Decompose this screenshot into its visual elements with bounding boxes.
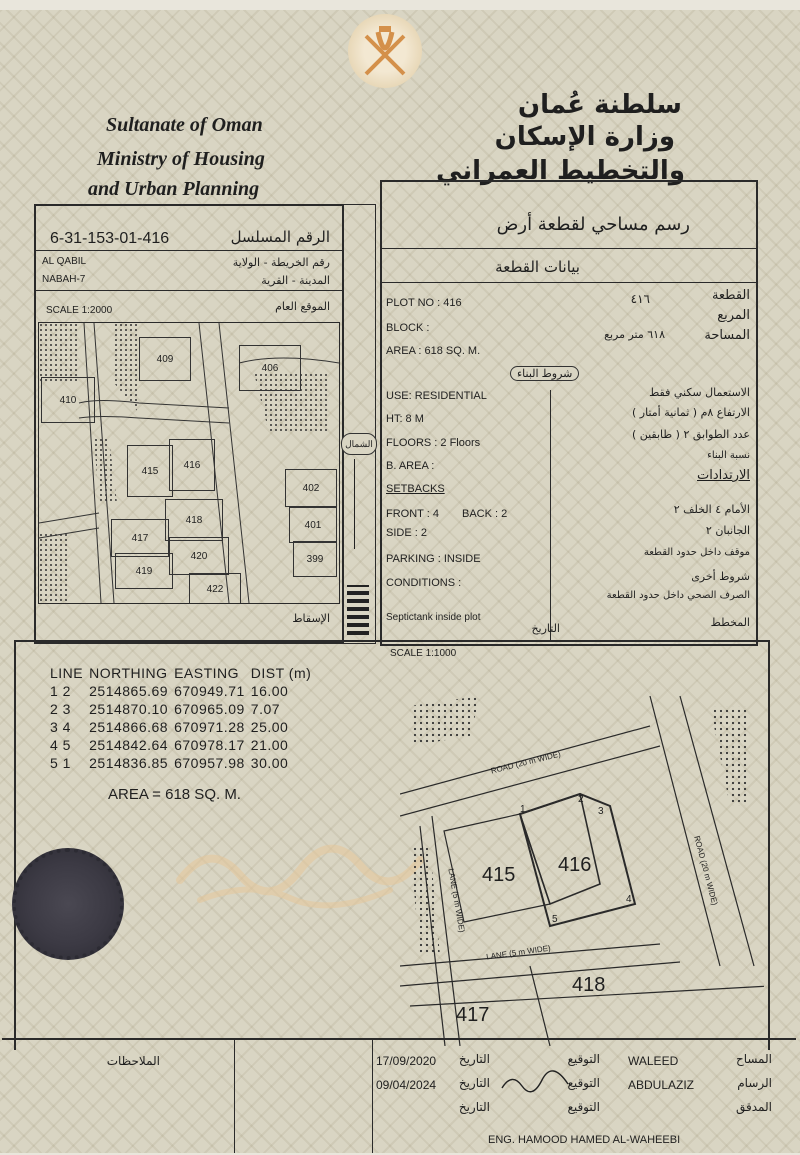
cell: 1 2: [50, 683, 71, 699]
height: HT: 8 M: [386, 413, 424, 425]
cell: 2514870.10: [89, 701, 169, 717]
cell: 670957.98: [174, 755, 245, 771]
cell: 670971.28: [174, 719, 245, 735]
rule: [550, 390, 551, 640]
cell: 2514836.85: [89, 755, 169, 771]
floors: FLOORS : 2 Floors: [386, 437, 481, 449]
calligraphy-watermark: [170, 820, 430, 910]
plot-no-value-ar: ٤١٦: [630, 292, 650, 306]
vertex-4: 4: [626, 894, 632, 905]
village-value: NABAH-7: [42, 274, 86, 285]
conditions-header: شروط البناء: [510, 366, 579, 381]
cell: 5 1: [50, 755, 71, 771]
cell: 670949.71: [174, 683, 245, 699]
header-en-line1: Sultanate of Oman: [106, 114, 263, 136]
footer-role-2: الرسام: [737, 1076, 772, 1090]
conditions-ar: شروط أخرى: [691, 570, 750, 583]
rule: [380, 248, 756, 249]
site-lot: 402: [285, 469, 337, 507]
total-area: AREA = 618 SQ. M.: [108, 786, 241, 803]
lane-left-label: LANE (5 m WIDE): [446, 867, 467, 934]
footer-sig-label-1: التوقيع: [567, 1052, 600, 1066]
back-setback: BACK : 2: [462, 508, 508, 520]
detail-plan: [400, 666, 764, 1046]
height-ar: الارتفاع ٨م ( ثمانية أمتار ): [632, 406, 750, 419]
col-header: LINE: [50, 665, 84, 681]
front-setback: FRONT : 4: [386, 508, 439, 520]
vertex-5: 5: [552, 914, 558, 925]
rule: [234, 1040, 235, 1153]
vertex-1: 1: [520, 804, 526, 815]
scale-bar-icon: [347, 585, 369, 635]
use-ar: الاستعمال سكني فقط: [649, 386, 750, 399]
footer-role-1: المساح: [735, 1052, 772, 1066]
rule: [380, 282, 756, 283]
building-area: B. AREA :: [386, 460, 435, 472]
setbacks: SETBACKS: [386, 483, 445, 495]
official-stamp-icon: [12, 848, 124, 960]
plot-data-header: بيانات القطعة: [495, 258, 580, 276]
side-setback: SIDE : 2: [386, 527, 427, 539]
site-lot: 409: [139, 337, 191, 381]
cell: 2 3: [50, 701, 71, 717]
site-lot: 416: [169, 439, 215, 491]
vertex-3: 3: [598, 806, 604, 817]
wilayat-value: AL QABIL: [42, 256, 87, 267]
site-lot: 417: [111, 519, 169, 557]
general-site-label: الموقع العام: [275, 300, 330, 313]
plot-no-label-ar: القطعة: [711, 288, 750, 303]
projection-label: الإسقاط: [292, 612, 330, 625]
document-title: رسم مساحي لقطعة أرض: [496, 214, 690, 235]
rule: [34, 290, 342, 291]
table-row: [50, 700, 317, 718]
cell: 2514865.69: [89, 683, 169, 699]
north-arrow-icon: [354, 459, 363, 549]
header-ar-line2: وزارة الإسكان: [494, 122, 675, 152]
side-ar: الجانبان ٢: [705, 524, 750, 537]
col-header: NORTHING: [89, 665, 168, 681]
site-lot: 419: [115, 553, 173, 589]
area-label-ar: المساحة: [704, 328, 750, 343]
cell: 25.00: [250, 719, 289, 735]
cell: 670965.09: [174, 701, 245, 717]
serial-number: 6-31-153-01-416: [50, 230, 170, 247]
site-lot: 415: [127, 445, 173, 497]
table-row: [50, 718, 317, 736]
col-header: DIST (m): [250, 665, 312, 681]
floors-ar: عدد الطوابق ٢ ( طابقين ): [631, 428, 750, 441]
detail-lot-416: 416: [558, 854, 592, 876]
detail-lot-415: 415: [482, 864, 516, 886]
cell: 2514866.68: [89, 719, 169, 735]
engineer-name: ENG. HAMOOD HAMED AL-WAHEEBI: [488, 1134, 681, 1146]
front-back-ar: الأمام ٤ الخلف ٢: [673, 503, 750, 516]
site-scale: SCALE 1:2000: [46, 305, 113, 316]
site-lot: 399: [293, 541, 337, 577]
footer-sig-label-3: التوقيع: [567, 1100, 600, 1114]
rule: [34, 250, 342, 251]
cell: 3 4: [50, 719, 71, 735]
cell: 7.07: [250, 701, 281, 717]
vertex-2: 2: [578, 794, 584, 805]
detail-lot-418: 418: [572, 974, 606, 996]
header-ar-line1: سلطنة عُمان: [517, 90, 682, 120]
building-area-ar: نسبة البناء: [707, 450, 750, 461]
site-lot: 420: [169, 537, 229, 575]
header-en-line3: and Urban Planning: [88, 178, 260, 200]
planner-label-ar: المخطط: [710, 616, 750, 629]
header-ar-line3: والتخطيط العمراني: [436, 156, 685, 186]
cell: 2514842.64: [89, 737, 169, 753]
header-en-line2: Ministry of Housing: [97, 148, 265, 170]
table-row: [50, 682, 317, 700]
footer-name-2: ABDULAZIZ: [628, 1078, 695, 1092]
document-sheet: [0, 10, 800, 1153]
septic-ar: الصرف الصحي داخل حدود القطعة: [606, 590, 750, 601]
cell: 4 5: [50, 737, 71, 753]
table-row: [50, 736, 317, 754]
site-lot: 418: [165, 499, 223, 541]
cell: 30.00: [250, 755, 289, 771]
detail-scale: SCALE 1:1000: [390, 648, 457, 659]
road-right-label: ROAD (20 m WIDE): [692, 834, 720, 907]
village-label: المدينة - القرية: [261, 274, 330, 287]
footer-date-label-3: التاريخ: [458, 1100, 490, 1114]
site-map: [38, 322, 340, 604]
footer-role-3: المدقق: [736, 1100, 772, 1114]
parking-ar: موقف داخل حدود القطعة: [643, 547, 750, 558]
road-top-label: ROAD (20 m WIDE): [489, 749, 562, 776]
block: BLOCK :: [386, 322, 430, 334]
footer-name-1: WALEED: [628, 1054, 679, 1068]
use: USE: RESIDENTIAL: [386, 390, 487, 402]
north-label: الشمال: [341, 433, 377, 455]
col-header: EASTING: [174, 665, 240, 681]
table-row: [50, 754, 317, 772]
lane-bottom-label: LANE (5 m WIDE): [485, 943, 552, 962]
parking: PARKING : INSIDE: [386, 553, 481, 565]
block-label-ar: المربع: [717, 308, 750, 323]
area-value-ar: ٦١٨ متر مربع: [604, 328, 665, 341]
footer-sig-label-2: التوقيع: [567, 1076, 600, 1090]
serial-label: الرقم المسلسل: [230, 228, 330, 246]
notes-label: الملاحظات: [106, 1054, 160, 1068]
site-lot: 401: [289, 507, 337, 543]
footer-date-2: 09/04/2024: [376, 1078, 437, 1092]
site-lot: 410: [41, 377, 95, 423]
footer-date-label-2: التاريخ: [458, 1076, 490, 1090]
footer-date-1: 17/09/2020: [376, 1054, 437, 1068]
conditions: CONDITIONS :: [386, 577, 462, 589]
area: AREA : 618 SQ. M.: [386, 345, 481, 357]
site-lot: 422: [189, 573, 241, 604]
cell: 670978.17: [174, 737, 245, 753]
oman-emblem-icon: [348, 14, 422, 88]
coordinates-table: [50, 664, 317, 772]
septic: Septictank inside plot: [386, 612, 481, 623]
footer-date-label-1: التاريخ: [458, 1052, 490, 1066]
plot-no: PLOT NO : 416: [386, 297, 462, 309]
site-lot: 406: [239, 345, 301, 391]
north-arrow-strip: [342, 204, 376, 644]
wilayat-label: رقم الخريطة - الولاية: [232, 256, 330, 269]
detail-lot-417: 417: [456, 1004, 490, 1026]
setbacks-ar: الارتدادات: [697, 468, 750, 483]
signature-icon: [500, 1070, 570, 1099]
date-label-ar: التاريخ: [531, 622, 560, 635]
cell: 16.00: [250, 683, 289, 699]
rule: [372, 1040, 373, 1153]
cell: 21.00: [250, 737, 289, 753]
